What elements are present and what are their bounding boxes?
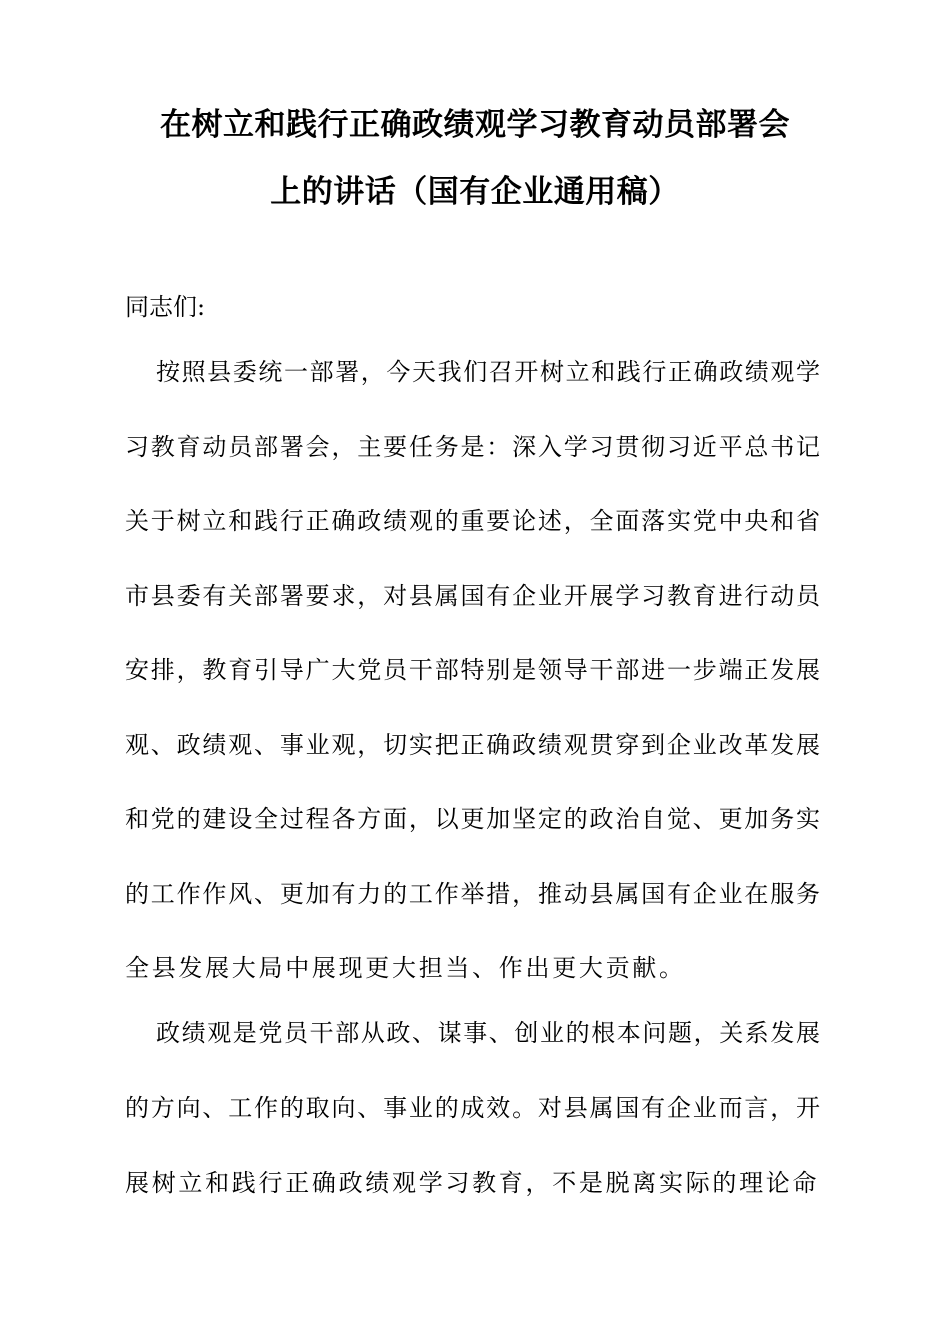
paragraph-1-line: 市县委有关部署要求，对县属国有企业开展学习教育进行动员 (125, 582, 820, 610)
salutation: 同志们: (125, 293, 206, 321)
paragraph-2-line: 政绩观是党员干部从政、谋事、创业的根本问题，关系发展 (156, 1019, 820, 1047)
paragraph-2-line: 的方向、工作的取向、事业的成效。对县属国有企业而言，开 (125, 1094, 820, 1122)
paragraph-1-line: 观、政绩观、事业观，切实把正确政绩观贯穿到企业改革发展 (125, 731, 820, 759)
paragraph-1-line: 安排，教育引导广大党员干部特别是领导干部进一步端正发展 (125, 656, 820, 684)
paragraph-1-line: 和党的建设全过程各方面，以更加坚定的政治自觉、更加务实 (125, 805, 820, 833)
paragraph-1-line: 关于树立和践行正确政绩观的重要论述，全面落实党中央和省 (125, 507, 820, 535)
title-line-2: 上的讲话（国有企业通用稿） (270, 174, 680, 210)
paragraph-2-line: 展树立和践行正确政绩观学习教育，不是脱离实际的理论命 (125, 1169, 820, 1197)
paragraph-1-line: 按照县委统一部署，今天我们召开树立和践行正确政绩观学 (156, 358, 820, 386)
paragraph-1-line: 全县发展大局中展现更大担当、作出更大贡献。 (125, 954, 686, 982)
title-line-1: 在树立和践行正确政绩观学习教育动员部署会 (160, 107, 790, 143)
paragraph-1-line: 习教育动员部署会，主要任务是：深入学习贯彻习近平总书记 (125, 433, 820, 461)
paragraph-1-line: 的工作作风、更加有力的工作举措，推动县属国有企业在服务 (125, 880, 820, 908)
